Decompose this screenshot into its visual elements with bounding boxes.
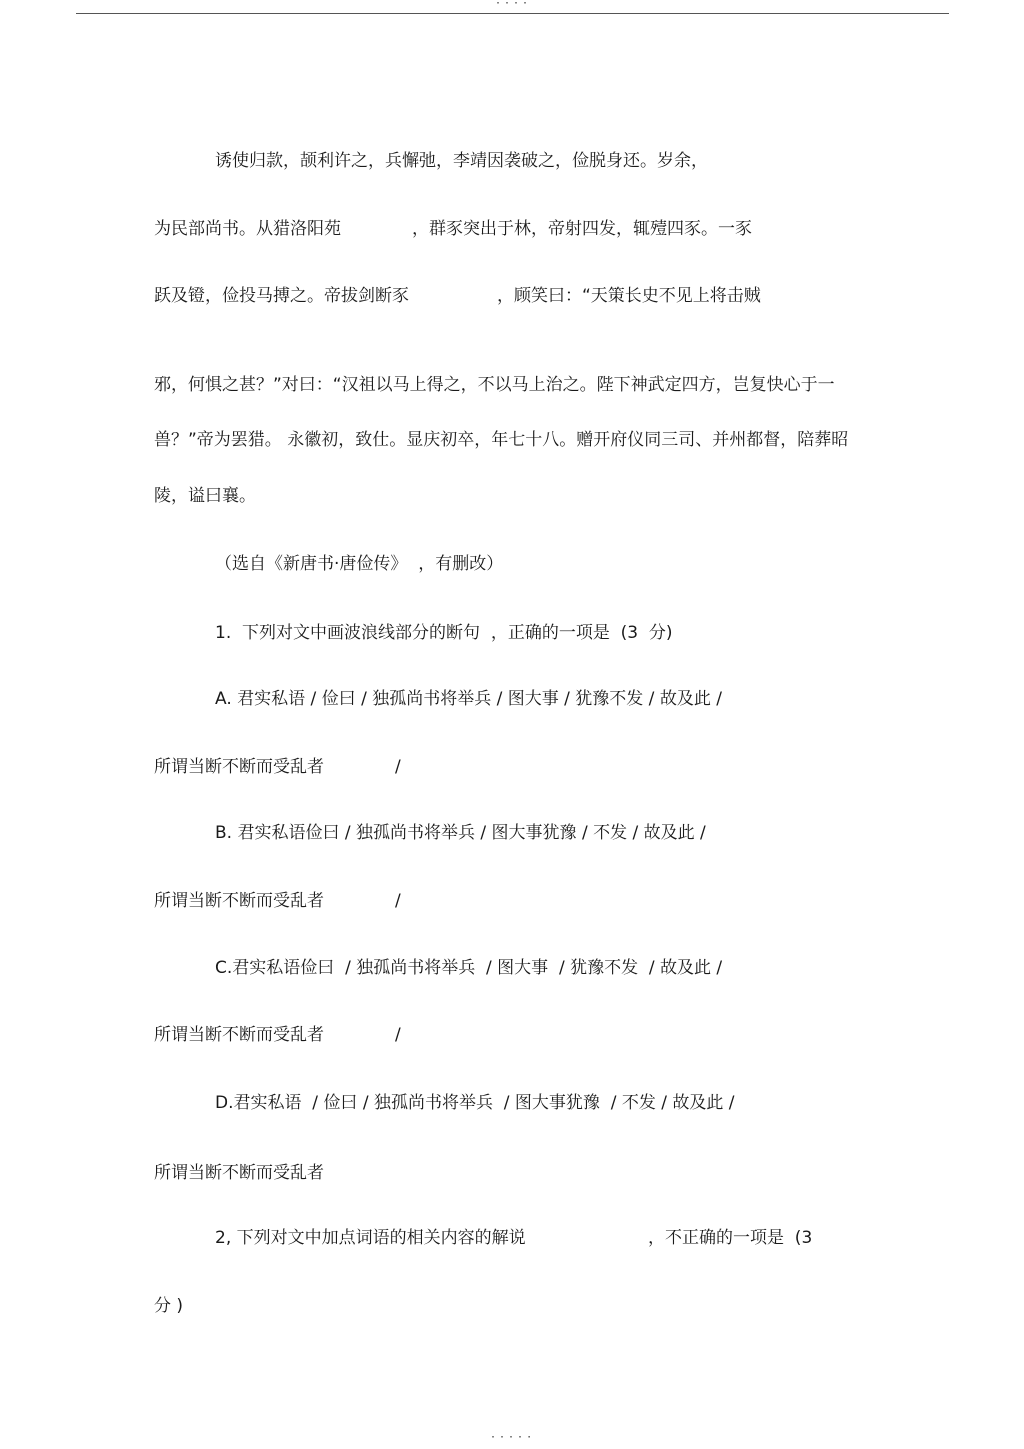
passage-line-6: 陵，谥曰襄。: [154, 486, 256, 506]
option-d-line-1: D.君实私语 / 俭曰 / 独孤尚书将举兵 / 图大事犹豫 / 不发 / 故及此 /: [215, 1093, 735, 1113]
passage-line-4: 邪，何惧之甚？”对曰：“汉祖以马上得之，不以马上治之。陛下神武定四方，岂复快心于一: [154, 375, 835, 395]
passage-source: （选自《新唐书·唐俭传》 ，有删改）: [215, 554, 504, 574]
passage-line-1: 诱使归款，颉利许之，兵懈弛，李靖因袭破之，俭脱身还。岁余，: [215, 151, 708, 171]
option-d-line-2: 所谓当断不断而受乱者: [154, 1163, 324, 1183]
passage-line-3a: 跃及镫，俭投马搏之。帝拔剑断豕: [154, 286, 409, 306]
option-c-line-2: 所谓当断不断而受乱者: [154, 1025, 324, 1045]
option-a-line-2: 所谓当断不断而受乱者: [154, 757, 324, 777]
question-2-stem-a: 2, 下列对文中加点词语的相关内容的解说: [215, 1228, 526, 1248]
passage-line-5: 兽？”帝为罢猎。 永徽初，致仕。显庆初卒，年七十八。赠开府仪同三司、并州都督，陪葬昭: [154, 430, 849, 450]
passage-line-2b: ，群豕突出于林，帝射四发，辄殪四豕。一豕: [412, 219, 752, 239]
option-c-line-1: C.君实私语俭曰 / 独孤尚书将举兵 / 图大事 / 犹豫不发 / 故及此 /: [215, 958, 723, 978]
passage-line-2a: 为民部尚书。从猎洛阳苑: [154, 219, 341, 239]
option-b-line-2: 所谓当断不断而受乱者: [154, 891, 324, 911]
option-c-slash: /: [395, 1025, 401, 1045]
footer-dots: ·····: [490, 1432, 536, 1443]
option-a-slash: /: [395, 757, 401, 777]
question-2-stem-b: ，不正确的一项是 (3: [648, 1228, 813, 1248]
option-b-line-1: B. 君实私语俭曰 / 独孤尚书将举兵 / 图大事犹豫 / 不发 / 故及此 /: [215, 823, 706, 843]
option-a-line-1: A. 君实私语 / 俭曰 / 独孤尚书将举兵 / 图大事 / 犹豫不发 / 故及此 /: [215, 689, 722, 709]
header-dots: ····: [495, 0, 532, 9]
question-1-stem: 1. 下列对文中画波浪线部分的断句 ，正确的一项是 (3 分): [215, 623, 673, 643]
question-2-stem-c: 分 ): [154, 1296, 184, 1316]
option-b-slash: /: [395, 891, 401, 911]
passage-line-3b: ，顾笑曰：“天策长史不见上将击贼: [497, 286, 761, 306]
header-rule: [76, 13, 949, 14]
